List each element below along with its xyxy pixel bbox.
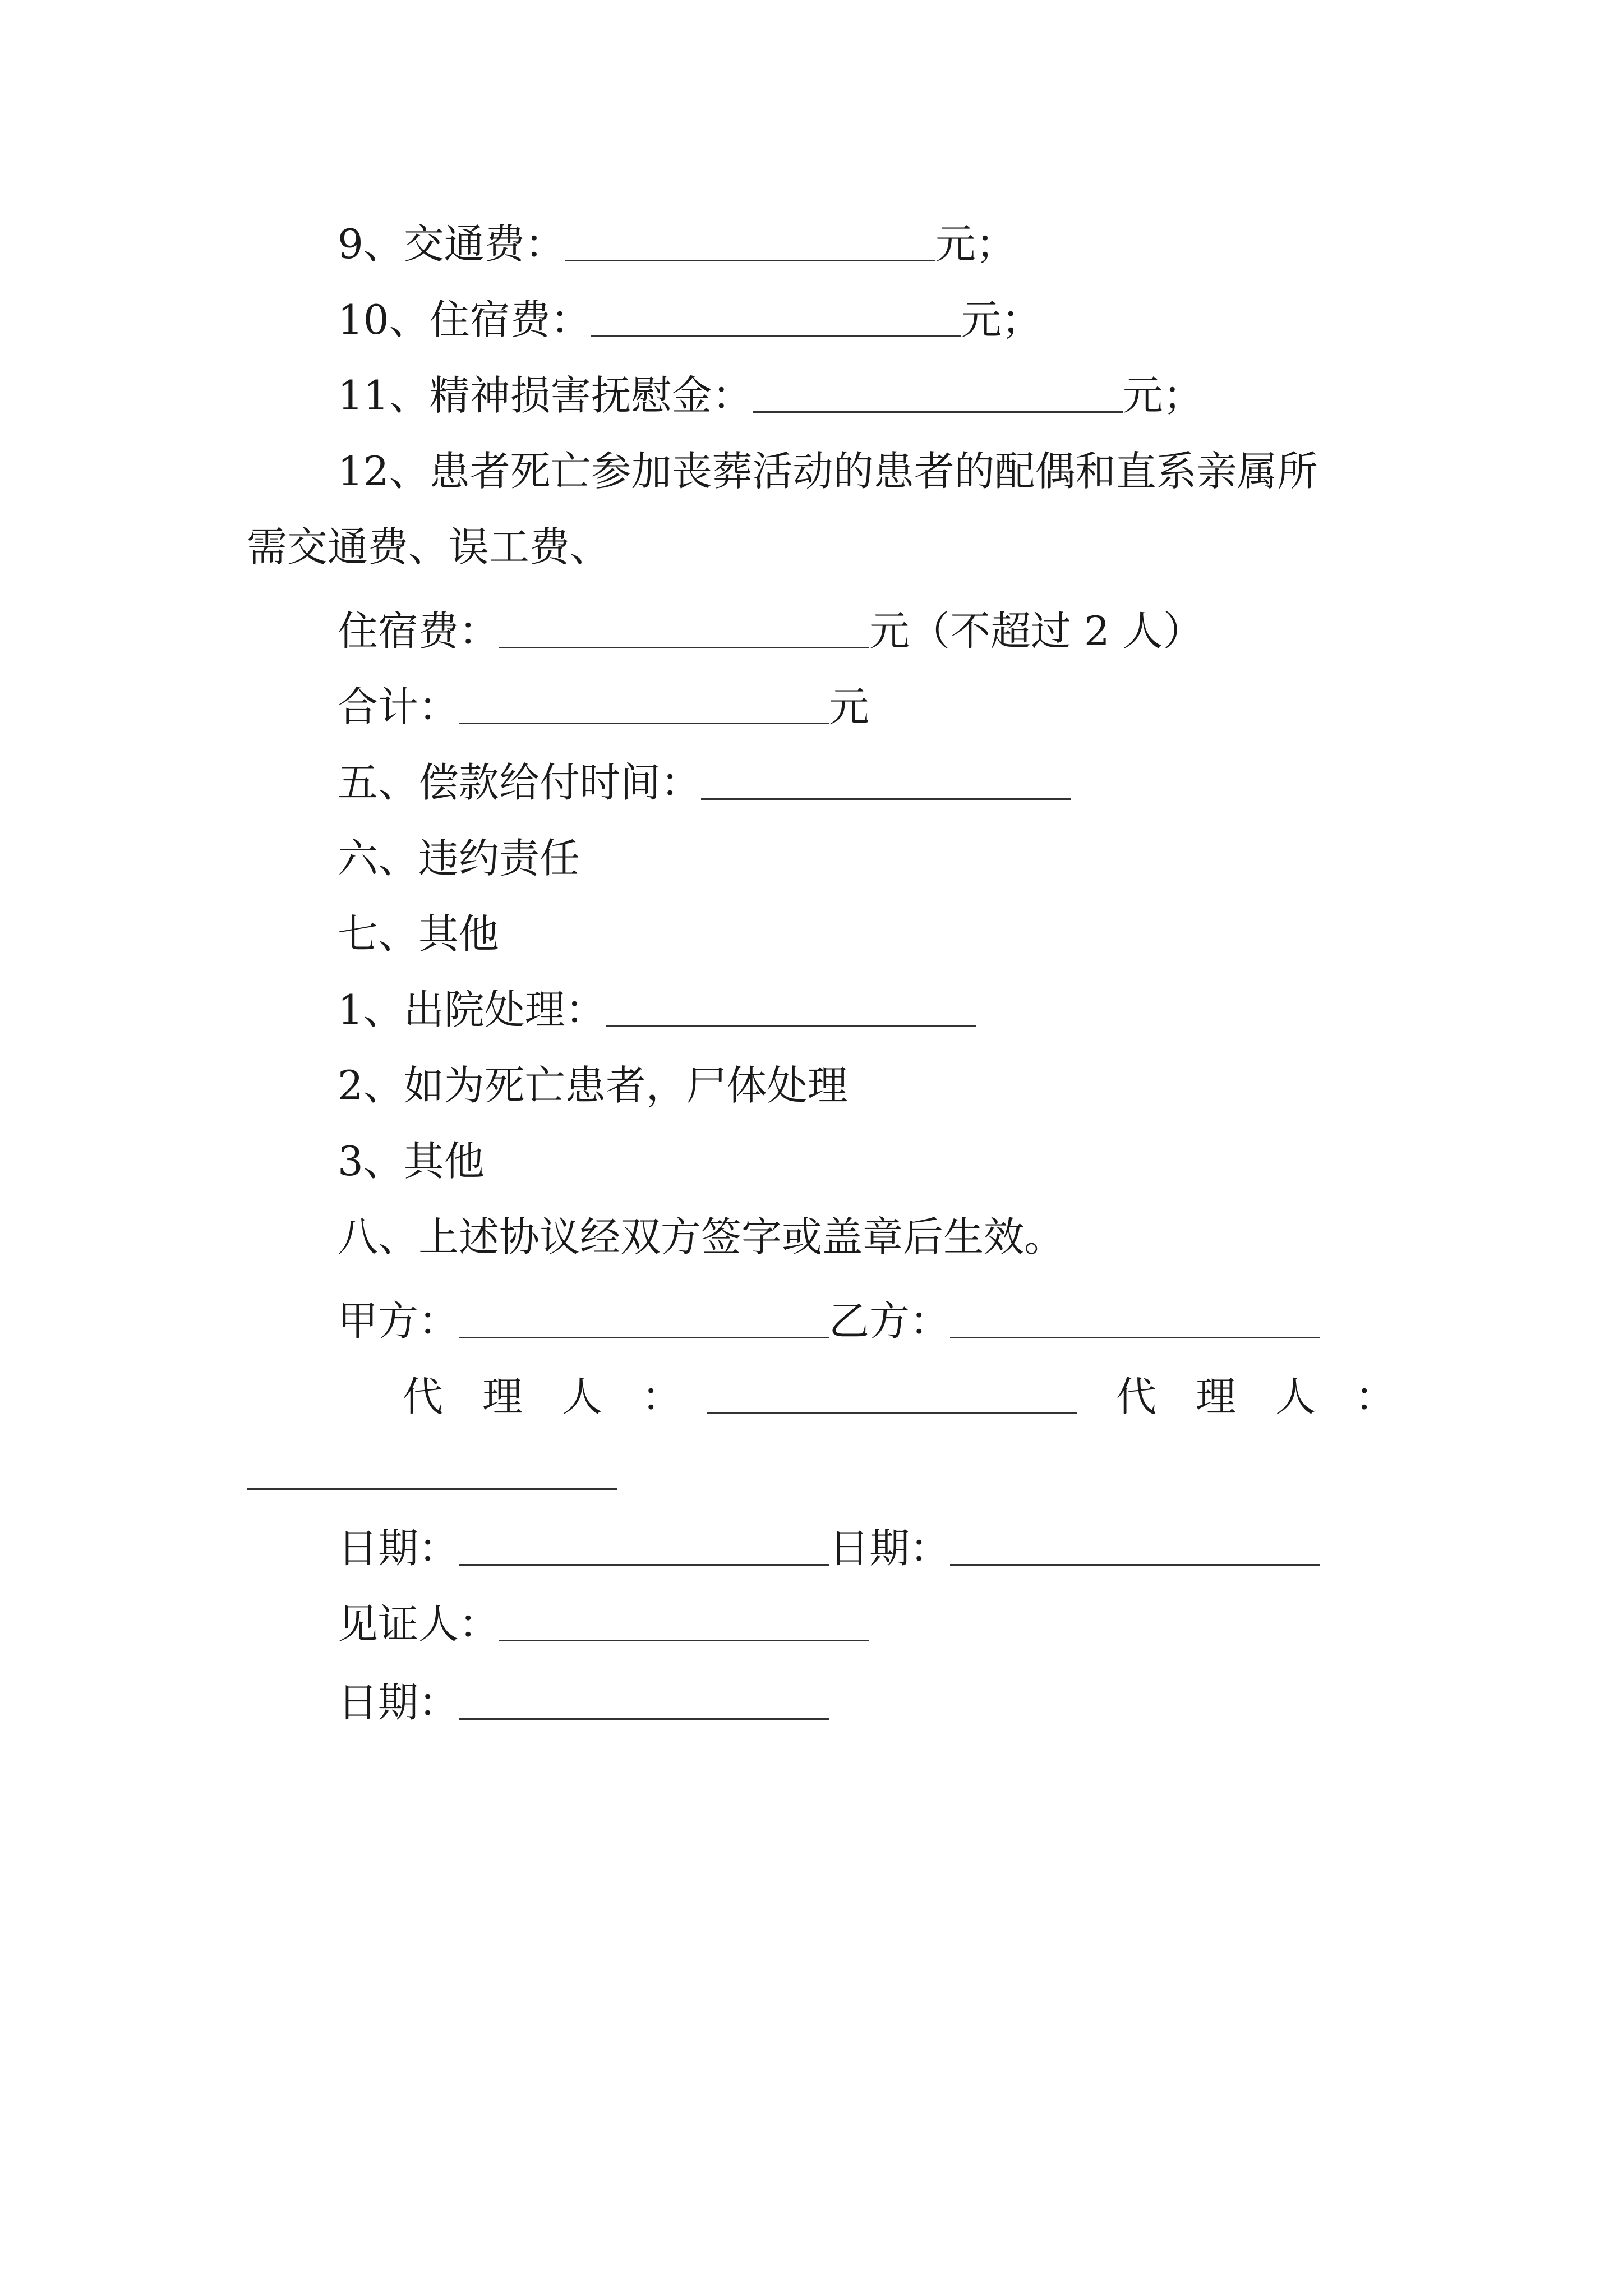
party-b-label: 乙方：: [829, 1297, 951, 1345]
item-10-suffix: 元；: [961, 296, 1042, 343]
date-a-blank[interactable]: [459, 1529, 829, 1566]
item-12-lodging-label: 住宿费：: [338, 608, 500, 655]
section-7-1-label: 1、出院处理：: [338, 986, 606, 1033]
item-12-line3: [338, 603, 1204, 659]
section-7-2-line: 2、如为死亡患者，尸体处理: [338, 1062, 848, 1109]
total-blank[interactable]: [459, 688, 829, 724]
witness-date-label: 日期：: [338, 1679, 459, 1726]
total-label: 合计：: [338, 683, 459, 730]
item-11-suffix: 元；: [1122, 372, 1204, 419]
item-9-line: [338, 216, 1016, 272]
agent-b-char-4: ：: [1355, 1373, 1396, 1420]
agent-a-char-2: 理: [482, 1373, 523, 1420]
agent-b-blank[interactable]: [247, 1453, 617, 1490]
item-9-blank[interactable]: [565, 225, 935, 261]
party-a-blank[interactable]: [459, 1302, 829, 1338]
agent-b-line: [247, 1444, 617, 1501]
item-9-label: 9、交通费：: [338, 220, 565, 268]
item-12-line2: 需交通费、误工费、: [247, 523, 611, 570]
agent-b-char-1: 代: [1116, 1373, 1157, 1420]
parties-line: [338, 1293, 1320, 1349]
date-a-label: 日期：: [338, 1525, 459, 1572]
agent-a-line: [707, 1369, 1077, 1425]
item-11-label: 11、精神损害抚慰金：: [338, 372, 753, 419]
section-5-label: 五、偿款给付时间：: [338, 759, 702, 806]
section-7-1-blank[interactable]: [606, 991, 976, 1027]
item-11-blank[interactable]: [753, 376, 1123, 413]
total-line: [338, 679, 869, 735]
agent-a-char-1: 代: [403, 1373, 444, 1420]
agent-a-char-4: ：: [642, 1373, 683, 1420]
witness-label: 见证人：: [338, 1600, 500, 1648]
section-5-line: [338, 754, 1071, 811]
item-12-lodging-suffix: 元（不超过 2 人）: [869, 608, 1204, 655]
party-a-label: 甲方：: [338, 1297, 459, 1345]
section-7-heading: 七、其他: [338, 910, 500, 958]
item-12-lodging-blank[interactable]: [499, 612, 869, 648]
agent-b-char-3: 人: [1275, 1373, 1316, 1420]
witness-date-blank[interactable]: [459, 1683, 829, 1720]
witness-line: [338, 1596, 869, 1652]
witness-blank[interactable]: [499, 1605, 869, 1641]
total-suffix: 元: [829, 683, 870, 730]
date-b-label: 日期：: [829, 1525, 951, 1572]
party-b-blank[interactable]: [950, 1302, 1320, 1338]
agent-b-label: [1116, 1369, 1395, 1425]
item-9-suffix: 元；: [935, 220, 1016, 268]
section-8-line: 八、上述协议经双方签字或盖章后生效。: [338, 1213, 1065, 1260]
item-10-label: 10、住宿费：: [338, 296, 591, 343]
section-5-blank[interactable]: [701, 763, 1071, 800]
item-10-line: [338, 292, 1042, 348]
section-7-1-line: [338, 982, 976, 1038]
agent-a-label: [403, 1369, 682, 1425]
item-10-blank[interactable]: [591, 301, 961, 337]
item-11-line: [338, 367, 1204, 424]
section-7-3-line: 3、其他: [338, 1138, 485, 1185]
agent-a-char-3: 人: [562, 1373, 603, 1420]
agent-b-char-2: 理: [1196, 1373, 1237, 1420]
dates-line: [338, 1520, 1320, 1576]
section-6-heading: 六、违约责任: [338, 835, 580, 882]
date-b-blank[interactable]: [950, 1529, 1320, 1566]
agent-a-blank[interactable]: [707, 1378, 1077, 1414]
item-12-line1: 12、患者死亡参加丧葬活动的患者的配偶和直系亲属所: [338, 448, 1318, 495]
witness-date-line: [338, 1674, 829, 1731]
